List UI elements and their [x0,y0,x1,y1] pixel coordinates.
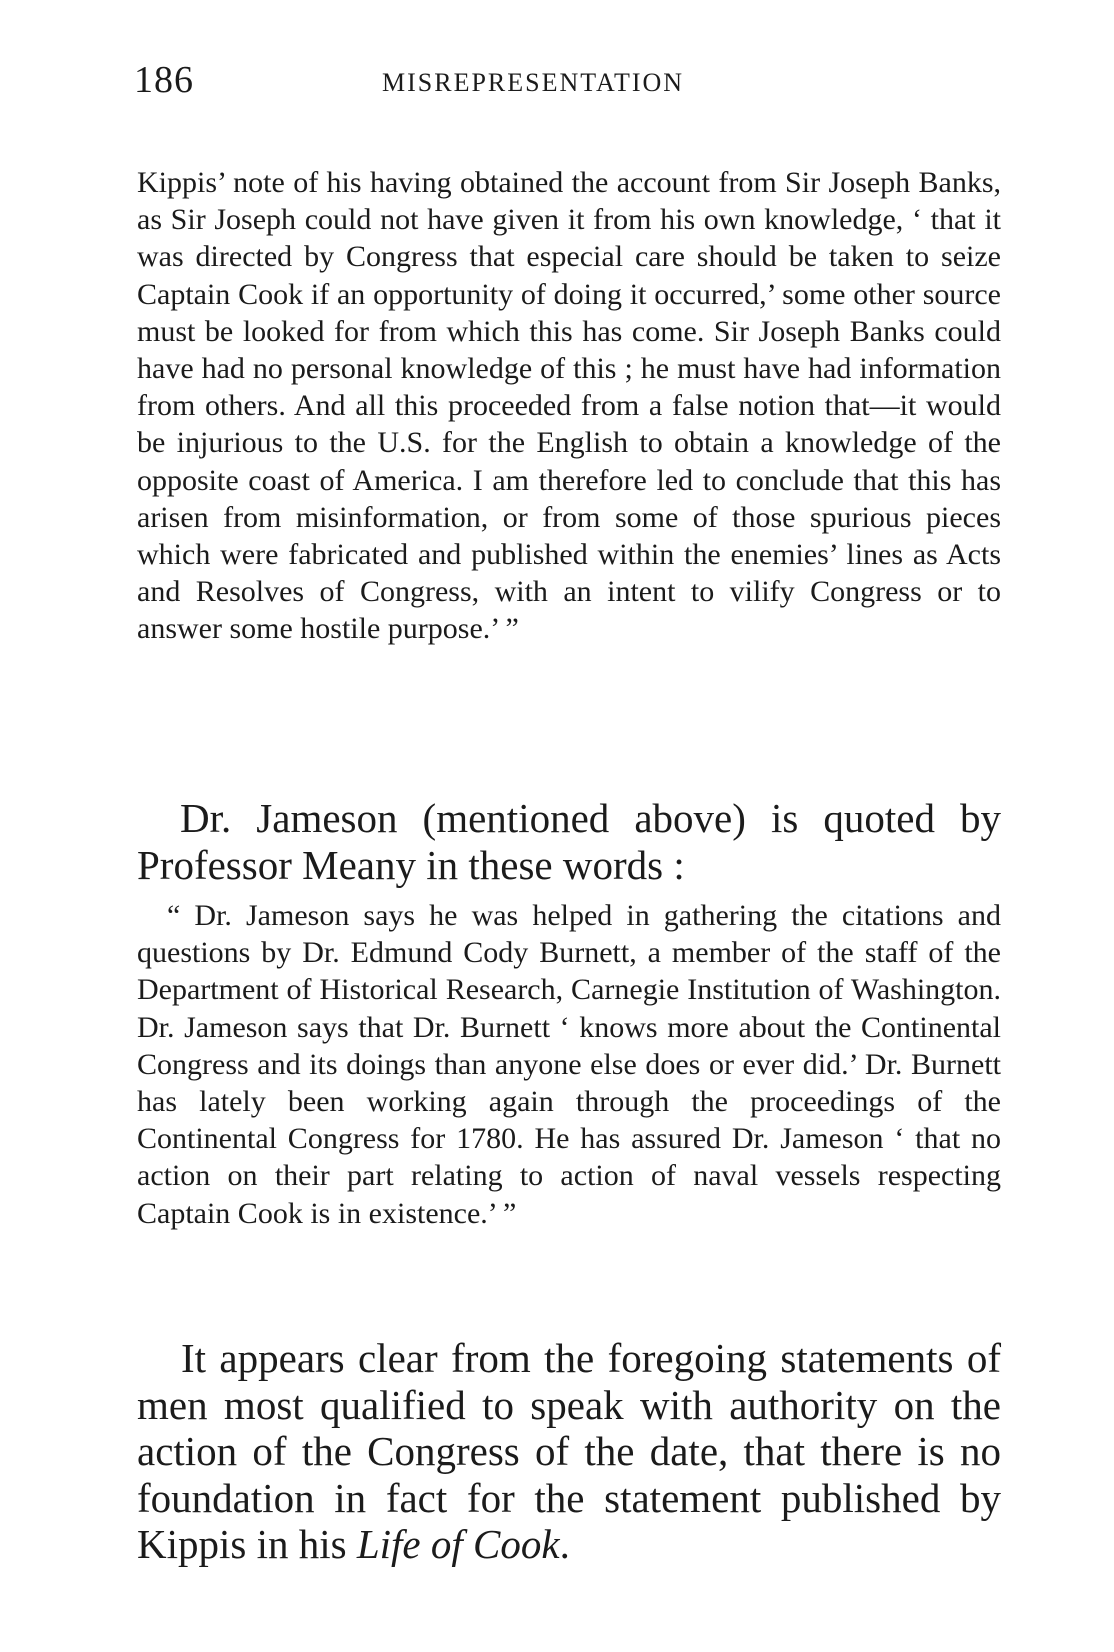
running-head [134,58,998,108]
paragraph-jameson-quote: “ Dr. Jameson says he was helped in gathering the citations and questions by Dr. Edmund Cody Burnett, a member of the staff of the Department of Historical Research, Carnegie Institution of Washington. Dr. Jameson says that Dr. Burnett ‘ knows more about the Continental Congress and its doings than anyone else does or ever did.’ Dr. Burnett has lately been working again through the proceedings of the Continental Congress for 1780. He has assured Dr. Jameson ‘ that no action on their part relating to action of naval vessels respecting Captain Cook is in existence.’ ” [137,899,1001,1230]
page-number: 186 [134,59,194,101]
paragraph-kippis-quote-continued: Kippis’ note of his having obtained the account from Sir Joseph Banks, as Sir Joseph could not have given it from his own knowledge, ‘ that it was directed by Congress that especial care should be taken to seize Captain Cook if an opportunity of doing it occurred,’ some other source must be looked for from which this has come. Sir Joseph Banks could have had no personal knowledge of this ; he must have had information from others. And all this proceeded from a false notion that—it would be injurious to the U.S. for the English to obtain a knowledge of the opposite coast of America. I am therefore led to conclude that this has arisen from misinformation, or from some of those spurious pieces which were fabricated and published within the enemies’ lines as Acts and Resolves of Congress, with an intent to vilify Congress or to answer some hostile purpose.’ ” [137,166,1001,646]
paragraph-conclusion [137,1335,1001,1568]
book-title-life-of-cook: Life of Cook [356,1521,560,1567]
paragraph-jameson-intro: Dr. Jameson (mentioned above) is quoted by Professor Meany in these words : [137,795,1001,888]
conclusion-period: . [559,1521,570,1567]
running-title: MISREPRESENTATION [382,68,685,97]
conclusion-text: It appears clear from the foregoing statements of men most qualified to speak with authority on the action of the Congress of the date, that there is no foundation in fact for the statement published by Kippis in his [137,1335,1001,1567]
